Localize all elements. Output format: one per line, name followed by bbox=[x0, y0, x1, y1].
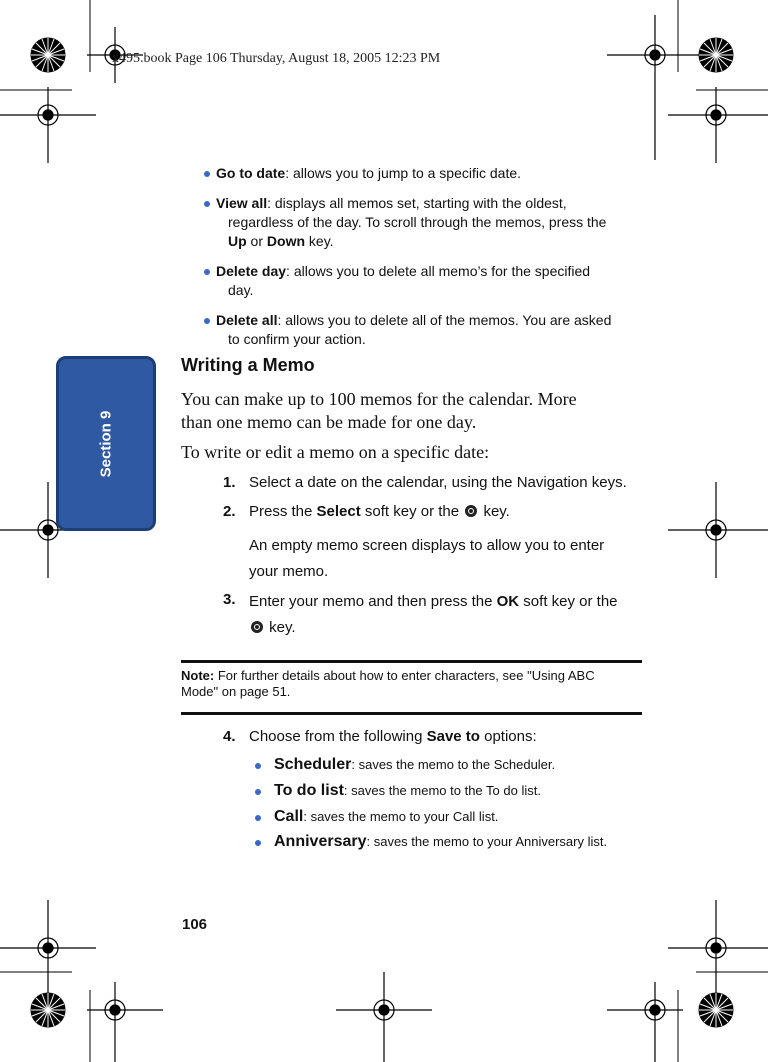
bullet-icon bbox=[204, 171, 210, 177]
save-option-desc: : saves the memo to your Anniversary list. bbox=[366, 834, 608, 849]
note-text-line-2: Mode" on page 51. bbox=[181, 684, 291, 699]
option-desc-line2: day. bbox=[228, 282, 254, 298]
step-text-post: soft key or the bbox=[519, 593, 618, 610]
select-key-term: Select bbox=[316, 503, 361, 520]
navigation-key-icon bbox=[465, 505, 477, 517]
bullet-icon bbox=[204, 269, 210, 275]
save-option-term: To do list bbox=[274, 782, 344, 799]
note bbox=[181, 668, 631, 700]
note-label: Note: bbox=[181, 668, 215, 683]
step-text-mid: soft key or the bbox=[360, 503, 464, 520]
up-key-term: Up bbox=[228, 233, 247, 249]
option-desc: : allows you to delete all of the memos. You are asked bbox=[277, 312, 612, 328]
intro-line-2: than one memo can be made for one day. bbox=[181, 412, 477, 432]
step-text-post: options: bbox=[479, 728, 537, 745]
bullet-icon bbox=[255, 840, 261, 846]
save-option-desc: : saves the memo to your Call list. bbox=[303, 809, 499, 824]
step-detail-text bbox=[249, 533, 604, 585]
option-term: Delete all bbox=[216, 312, 278, 328]
step-number: 4. bbox=[223, 728, 236, 745]
step-text-pre: Press the bbox=[249, 503, 317, 520]
step-text bbox=[249, 726, 537, 747]
option-desc-line2: regardless of the day. To scroll through the memos, press the bbox=[228, 214, 607, 230]
step-text-pre: Choose from the following bbox=[249, 728, 427, 745]
option-term: View all bbox=[216, 195, 268, 211]
step-number: 1. bbox=[223, 474, 236, 491]
section-tab-label: Section 9 bbox=[97, 410, 115, 477]
note-text-line-1: For further details about how to enter characters, see "Using ABC bbox=[214, 668, 595, 683]
save-to-term: Save to bbox=[426, 728, 480, 745]
note-top-rule bbox=[181, 660, 642, 663]
step-text-post: key. bbox=[479, 503, 510, 520]
step-text bbox=[249, 501, 510, 522]
bullet-icon bbox=[255, 763, 261, 769]
intro-lead: To write or edit a memo on a specific date: bbox=[181, 442, 490, 462]
option-desc: : allows you to jump to a specific date. bbox=[285, 165, 522, 181]
option-desc: : displays all memos set, starting with the oldest, bbox=[267, 195, 567, 211]
option-desc-line2: to confirm your action. bbox=[228, 331, 366, 347]
bullet-icon bbox=[255, 815, 261, 821]
option-view-all bbox=[211, 194, 651, 251]
note-bottom-rule bbox=[181, 712, 642, 715]
step-detail-line-1: An empty memo screen displays to allow you to enter bbox=[249, 537, 605, 554]
page-number: 106 bbox=[182, 916, 208, 933]
navigation-key-icon bbox=[251, 621, 263, 633]
ok-key-term: OK bbox=[496, 593, 520, 610]
step-text-line2: key. bbox=[265, 619, 296, 636]
save-option-term: Call bbox=[274, 808, 304, 825]
option-term: Go to date bbox=[216, 165, 286, 181]
section-tab bbox=[56, 356, 156, 531]
save-option-desc: : saves the memo to the To do list. bbox=[343, 783, 541, 798]
step-text-pre: Enter your memo and then press the bbox=[249, 593, 497, 610]
step-number: 3. bbox=[223, 591, 236, 608]
option-term: Delete day bbox=[216, 263, 287, 279]
option-desc-or: or bbox=[246, 233, 267, 249]
option-go-to-date bbox=[211, 164, 651, 183]
option-desc-end: key. bbox=[305, 233, 334, 249]
option-desc: : allows you to delete all memo’s for the specified bbox=[286, 263, 591, 279]
step-detail-line-2: your memo. bbox=[249, 563, 329, 580]
save-option-term: Scheduler bbox=[274, 756, 352, 773]
intro-paragraph bbox=[181, 388, 651, 434]
section-heading: Writing a Memo bbox=[181, 355, 315, 375]
save-option-desc: : saves the memo to the Scheduler. bbox=[351, 757, 556, 772]
bullet-icon bbox=[255, 789, 261, 795]
step-text: Select a date on the calendar, using the Navigation keys. bbox=[249, 474, 627, 491]
option-delete-all bbox=[211, 311, 651, 349]
save-option-term: Anniversary bbox=[274, 833, 367, 850]
step-number: 2. bbox=[223, 503, 236, 520]
down-key-term: Down bbox=[266, 233, 306, 249]
option-delete-day bbox=[211, 262, 651, 300]
book-info-header: x495.book Page 106 Thursday, August 18, 2005 12:23 PM bbox=[112, 51, 441, 66]
step-text bbox=[249, 589, 618, 641]
bullet-icon bbox=[204, 201, 210, 207]
bullet-icon bbox=[204, 318, 210, 324]
intro-line-1: You can make up to 100 memos for the calendar. More bbox=[181, 389, 577, 409]
